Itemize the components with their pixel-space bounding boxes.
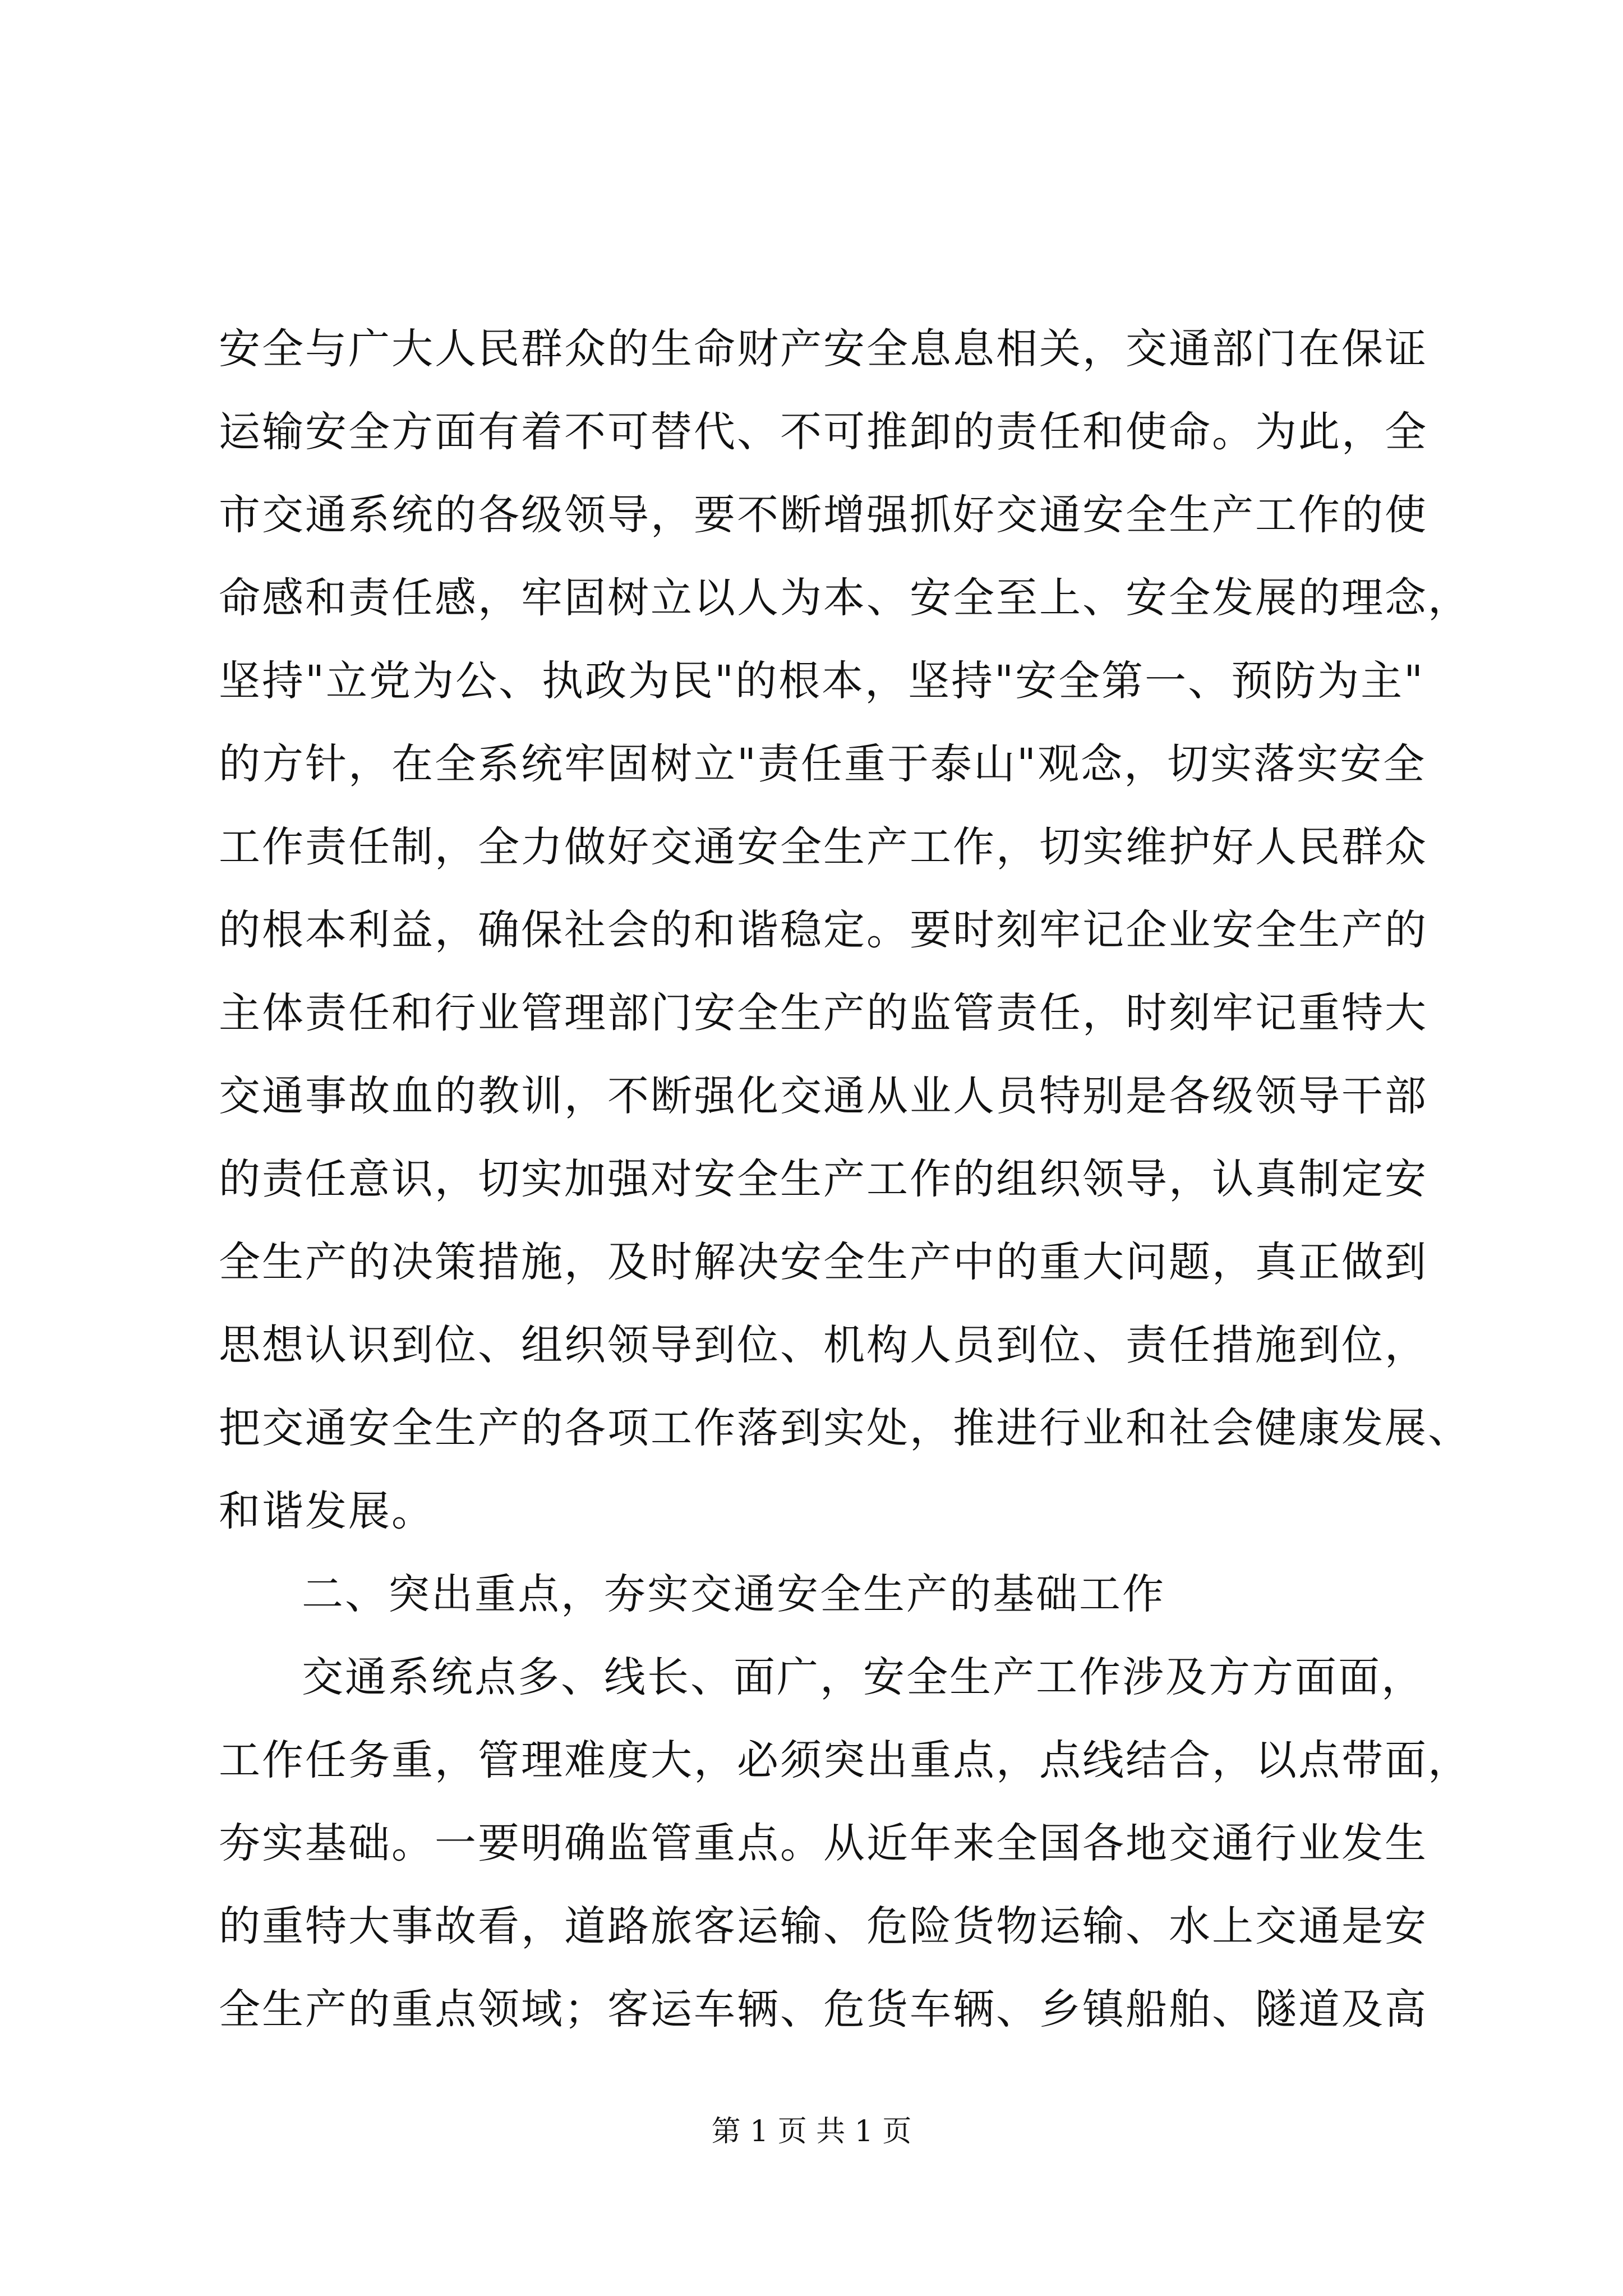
text-line: 思想认识到位、组织领导到位、机构人员到位、责任措施到位， [219, 1321, 1428, 1369]
text-line: 的重特大事故看，道路旅客运输、危险货物运输、水上交通是安 [219, 1902, 1428, 1950]
text-line: 和谐发展。 [219, 1487, 435, 1535]
text-line: 工作责任制，全力做好交通安全生产工作，切实维护好人民群众 [219, 823, 1428, 871]
text-line: 安全与广大人民群众的生命财产安全息息相关，交通部门在保证 [219, 325, 1428, 373]
text-line: 工作任务重，管理难度大，必须突出重点，点线结合，以点带面， [219, 1736, 1471, 1784]
page-number-footer: 第 1 页 共 1 页 [711, 2115, 912, 2148]
text-line: 交通系统点多、线长、面广，安全生产工作涉及方方面面， [302, 1653, 1424, 1701]
text-line: 运输安全方面有着不可替代、不可推卸的责任和使命。为此，全 [219, 408, 1428, 456]
document-body [219, 307, 1471, 2051]
text-line: 的根本利益，确保社会的和谐稳定。要时刻牢记企业安全生产的 [219, 906, 1428, 954]
text-line: 全生产的决策措施，及时解决安全生产中的重大问题，真正做到 [219, 1238, 1428, 1286]
text-line: 命感和责任感，牢固树立以人为本、安全至上、安全发展的理念， [219, 574, 1471, 622]
text-line: 把交通安全生产的各项工作落到实处，推进行业和社会健康发展、 [219, 1404, 1471, 1452]
text-line: 坚持"立党为公、执政为民"的根本，坚持"安全第一、预防为主" [219, 657, 1425, 705]
text-line: 交通事故血的教训，不断强化交通从业人员特别是各级领导干部 [219, 1072, 1428, 1120]
text-line: 的责任意识，切实加强对安全生产工作的组织领导，认真制定安 [219, 1155, 1428, 1203]
text-line: 夯实基础。一要明确监管重点。从近年来全国各地交通行业发生 [219, 1819, 1428, 1867]
text-line: 主体责任和行业管理部门安全生产的监管责任，时刻牢记重特大 [219, 989, 1428, 1037]
text-line: 全生产的重点领域；客运车辆、危货车辆、乡镇船舶、隧道及高 [219, 1985, 1428, 2033]
section-heading: 二、突出重点，夯实交通安全生产的基础工作 [302, 1570, 1165, 1618]
text-line: 的方针，在全系统牢固树立"责任重于泰山"观念，切实落实安全 [219, 740, 1427, 788]
text-line: 市交通系统的各级领导，要不断增强抓好交通安全生产工作的使 [219, 491, 1428, 539]
